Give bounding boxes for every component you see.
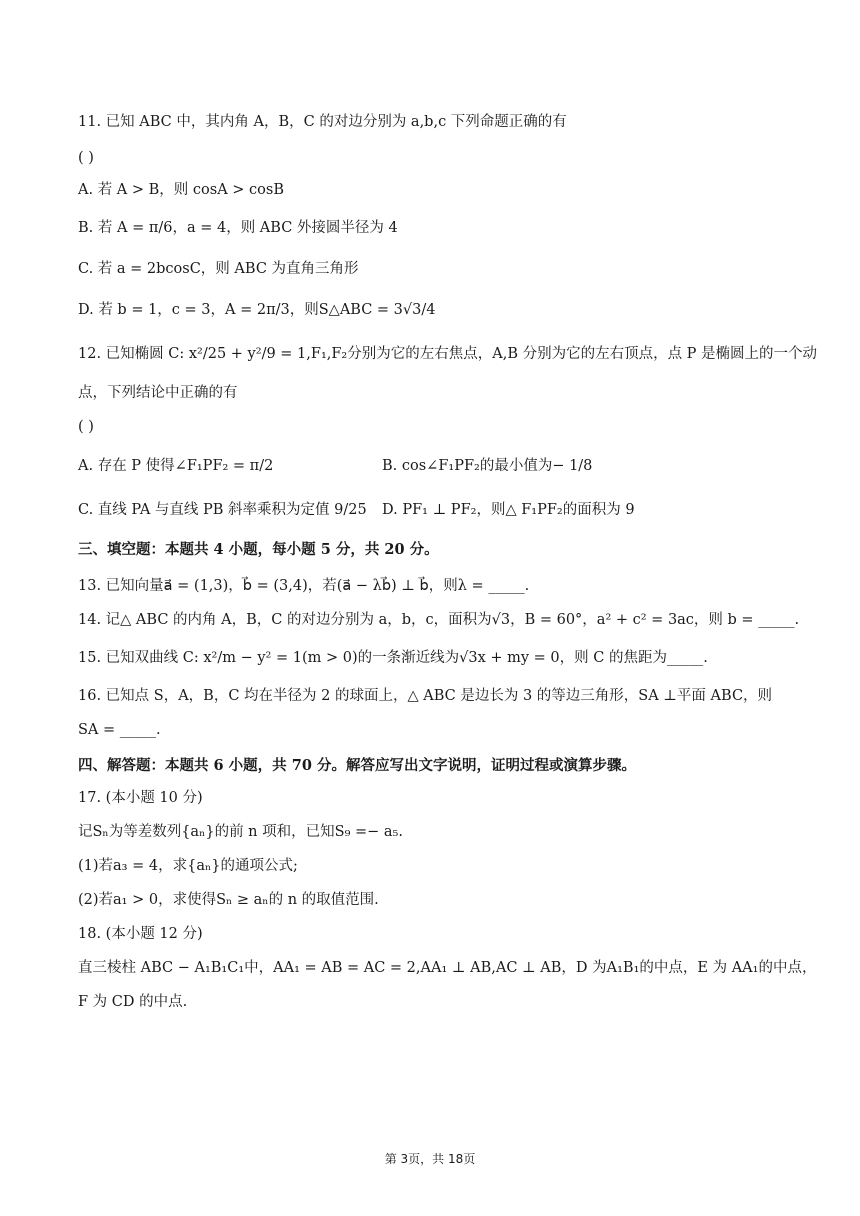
q17-part2: (2)若a₁ > 0，求使得Sₙ ≥ aₙ的 n 的取值范围. — [78, 892, 379, 908]
q14: 14. 记△ ABC 的内角 A，B，C 的对边分别为 a，b，c，面积为√3，B = 60°，a² + c² = 3ac，则 b = _____. — [78, 612, 800, 628]
q17-part1: (1)若a₃ = 4，求{aₙ}的通项公式; — [78, 858, 298, 874]
section-4-heading: 四、解答题：本题共 6 小题，共 70 分。解答应写出文字说明，证明过程或演算步骤。 — [78, 757, 636, 774]
q18-title: 18. (本小题 12 分) — [78, 926, 203, 942]
q12-option-d: D. PF₁ ⊥ PF₂，则△ F₁PF₂的面积为 9 — [382, 502, 635, 518]
q18-line2: F 为 CD 的中点. — [78, 994, 188, 1010]
q11-option-c: C. 若 a = 2bcosC，则 ABC 为直角三角形 — [78, 261, 359, 277]
q12-stem-line1: 12. 已知椭圆 C: x²/25 + y²/9 = 1,F₁,F₂分别为它的左右焦点，A,B 分别为它的左右顶点，点 P 是椭圆上的一个动 — [78, 346, 818, 362]
q11-option-a: A. 若 A > B，则 cosA > cosB — [78, 182, 284, 198]
q17-title: 17. (本小题 10 分) — [78, 790, 203, 806]
q12-answer-paren: ( ) — [78, 419, 94, 435]
q11-option-b: B. 若 A = π/6，a = 4，则 ABC 外接圆半径为 4 — [78, 220, 398, 236]
page-number-footer: 第 3页，共 18页 — [384, 1152, 476, 1166]
q12-option-a: A. 存在 P 使得∠F₁PF₂ = π/2 — [78, 458, 274, 474]
q13: 13. 已知向量a⃗ = (1,3)，b⃗ = (3,4)，若(a⃗ − λb⃗) ⊥ b⃗，则λ = _____. — [78, 578, 530, 594]
q12-stem-line2: 点，下列结论中正确的有 — [78, 385, 238, 401]
q17-body: 记Sₙ为等差数列{aₙ}的前 n 项和，已知S₉ =− a₅. — [78, 824, 403, 840]
q12-option-c: C. 直线 PA 与直线 PB 斜率乘积为定值 9/25 — [78, 502, 367, 518]
q11-option-d: D. 若 b = 1，c = 3，A = 2π/3，则S△ABC = 3√3/4 — [78, 302, 436, 318]
q16-line2: SA = _____. — [78, 722, 161, 738]
q15: 15. 已知双曲线 C: x²/m − y² = 1(m > 0)的一条渐近线为√3x + my = 0，则 C 的焦距为_____. — [78, 650, 708, 666]
q11-stem: 11. 已知 ABC 中，其内角 A，B，C 的对边分别为 a,b,c 下列命题正确的有 — [78, 114, 567, 130]
q16-line1: 16. 已知点 S，A，B，C 均在半径为 2 的球面上，△ ABC 是边长为 3 的等边三角形，SA ⊥平面 ABC，则 — [78, 688, 773, 704]
q11-answer-paren: ( ) — [78, 150, 94, 166]
section-3-heading: 三、填空题：本题共 4 小题，每小题 5 分，共 20 分。 — [78, 541, 439, 558]
q18-line1: 直三棱柱 ABC − A₁B₁C₁中，AA₁ = AB = AC = 2,AA₁ ⊥ AB,AC ⊥ AB，D 为A₁B₁的中点，E 为 AA₁的中点， — [78, 960, 817, 976]
q12-option-b: B. cos∠F₁PF₂的最小值为− 1/8 — [382, 458, 593, 474]
